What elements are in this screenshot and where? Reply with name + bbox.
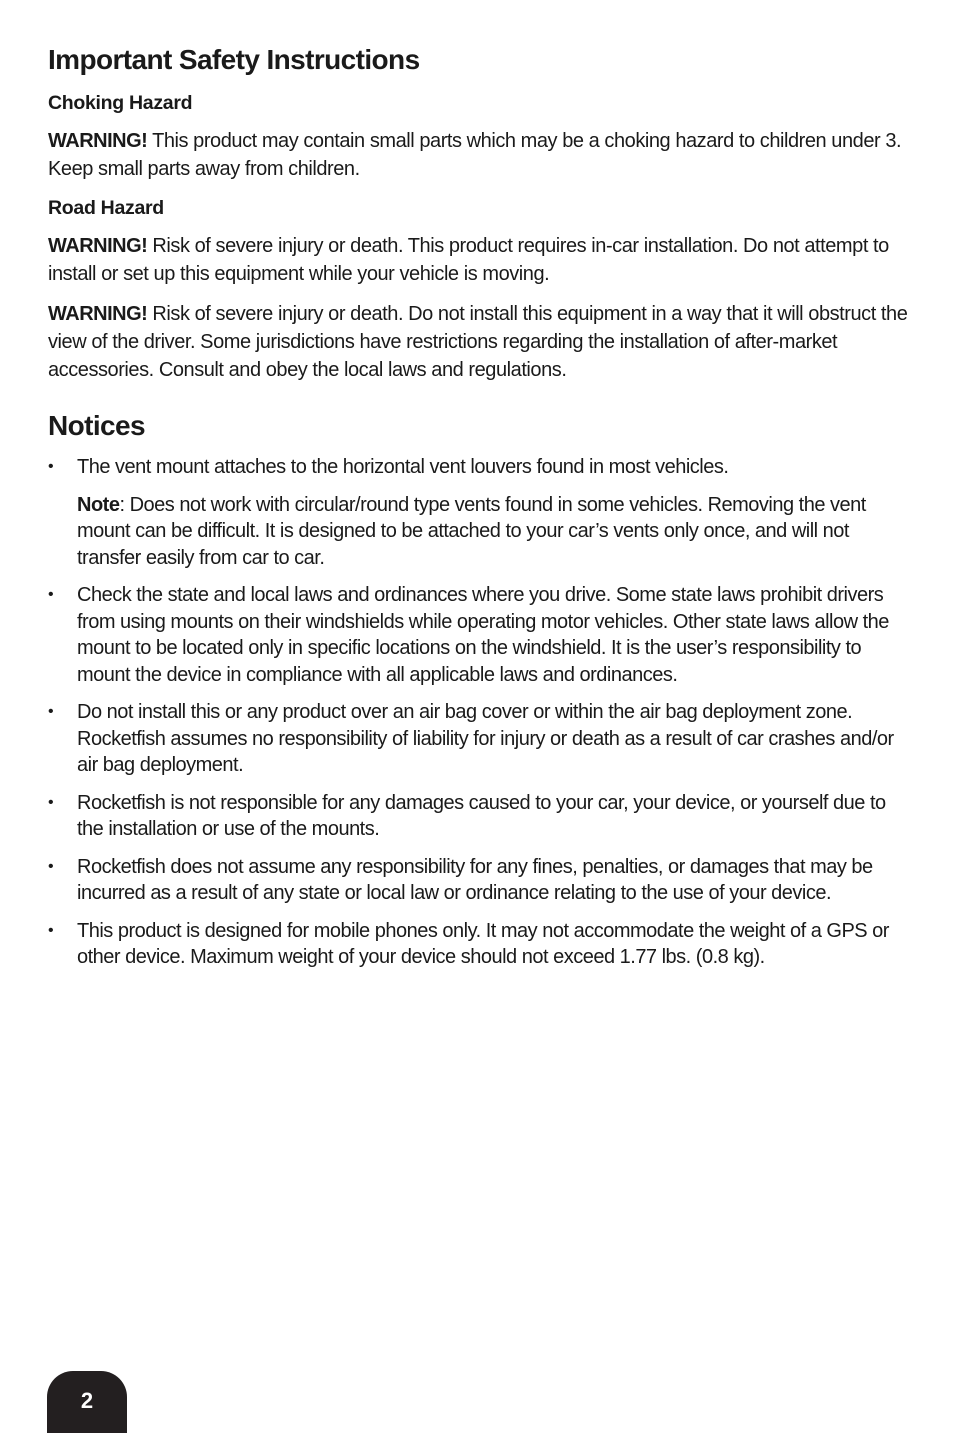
notice-item [48, 790, 910, 843]
notice-item [48, 454, 910, 571]
bullet: • [48, 857, 54, 875]
notices-title: Notices [48, 410, 145, 441]
choking-hazard-heading: Choking Hazard [48, 92, 193, 114]
note-label: Note [77, 493, 120, 516]
bullet: • [48, 793, 54, 811]
warning-label: WARNING! [48, 303, 148, 325]
notice-text: Check the state and local laws and ordinances where you drive. Some state laws prohibit drivers from using mounts on their windshields while operating motor vehicles. Other state laws allow the mount to be located only in specific locations on the windshield. It is the user’s responsibility to mount the device in compliance with all applicable laws and ordinances. [77, 584, 889, 686]
warning-text: Risk of severe injury or death. This product requires in-car installation. Do not attempt to install or set up this equipment while your vehicle is moving. [48, 235, 889, 285]
note-text: : Does not work with circular/round type vents found in some vehicles. Removing the vent mount can be difficult. It is designed to be attached to your car’s vents only once, and will not transfer easily from car to car. [77, 493, 866, 569]
bullet: • [48, 458, 54, 475]
notice-text: Rocketfish is not responsible for any damages caused to your car, your device, or yourself due to the installation or use of the mounts. [77, 791, 886, 840]
bullet: • [48, 703, 54, 720]
bullet: • [48, 586, 54, 603]
notice-text: Do not install this or any product over an air bag cover or within the air bag deployment zone. Rocketfish assumes no responsibility of liability for injury or death as a result of car crashes and/or air bag deployment. [77, 701, 894, 776]
warning-label: WARNING! [48, 130, 148, 152]
notice-note [77, 492, 910, 572]
notice-item [48, 699, 910, 779]
page-number: 2 [80, 1388, 94, 1413]
safety-title: Important Safety Instructions [48, 44, 420, 75]
notice-text: Rocketfish does not assume any responsibility for any fines, penalties, or damages that may be incurred as a result of any state or local law or ordinance relating to the use of your device. [77, 855, 873, 904]
road-hazard-heading: Road Hazard [48, 197, 164, 219]
warning-text: This product may contain small parts which may be a choking hazard to children under 3. Keep small parts away from children. [48, 130, 902, 180]
notice-text: The vent mount attaches to the horizontal vent louvers found in most vehicles. [77, 456, 729, 478]
notices-list [48, 454, 910, 971]
warning-label: WARNING! [48, 235, 148, 257]
page-number-tab [47, 1371, 127, 1433]
choking-warning-paragraph [48, 127, 910, 183]
bullet: • [48, 921, 54, 939]
notice-item [48, 582, 910, 688]
notice-item [48, 854, 910, 907]
road-warning-paragraph [48, 300, 910, 384]
road-warning-paragraph [48, 232, 910, 288]
notice-text: This product is designed for mobile phones only. It may not accommodate the weight of a GPS or other device. Maximum weight of your device should not exceed 1.77 lbs. (0.8 kg). [77, 919, 889, 968]
warning-text: Risk of severe injury or death. Do not install this equipment in a way that it will obstruct the view of the driver. Some jurisdictions have restrictions regarding the installation of after-market accessories. Consult and obey the local laws and regulations. [48, 303, 908, 381]
notice-item [48, 918, 910, 971]
document-page [48, 40, 910, 982]
